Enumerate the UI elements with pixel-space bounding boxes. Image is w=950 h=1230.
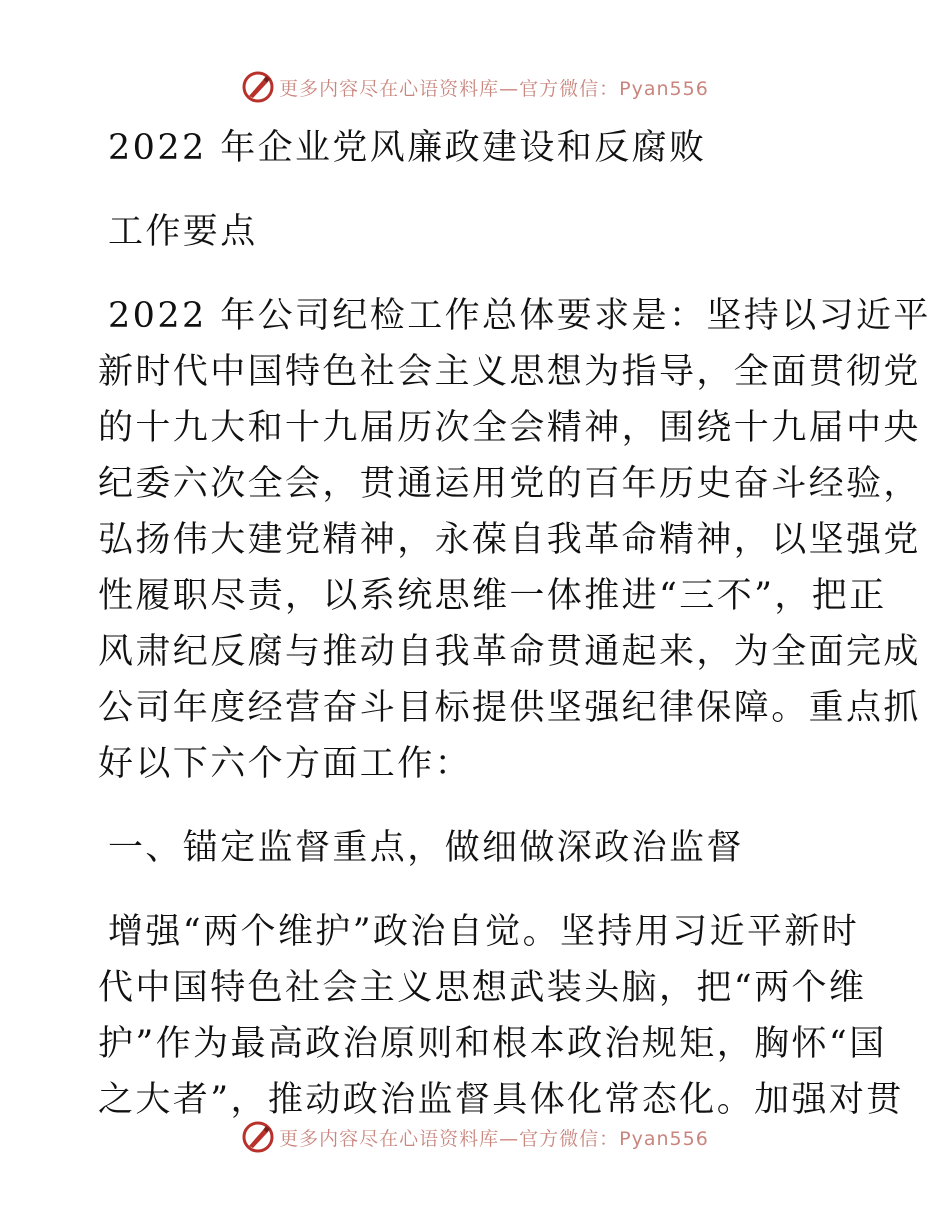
paragraph-line: 2022 年公司纪检工作总体要求是：坚持以习近平	[108, 296, 931, 336]
watermark-text: 更多内容尽在心语资料库—官方微信：Pyan556	[279, 1127, 709, 1150]
paragraph-line: 弘扬伟大建党精神，永葆自我革命精神，以坚强党	[98, 520, 921, 560]
pen-logo-icon	[241, 1120, 275, 1154]
paragraph-line: 之大者”，推动政治监督具体化常态化。加强对贯	[98, 1080, 904, 1120]
paragraph-line: 增强“两个维护”政治自觉。坚持用习近平新时	[108, 912, 860, 952]
section-heading: 一、锚定监督重点，做细做深政治监督	[108, 828, 744, 868]
paragraph-line: 好以下六个方面工作：	[98, 744, 473, 784]
footer-watermark	[0, 1120, 950, 1154]
paragraph-line: 代中国特色社会主义思想武装头脑，把“两个维	[98, 968, 867, 1008]
paragraph-line: 性履职尽责，以系统思维一体推进“三不”，把正	[98, 576, 887, 616]
paragraph-line: 护”作为最高政治原则和根本政治规矩，胸怀“国	[98, 1024, 887, 1064]
watermark-text: 更多内容尽在心语资料库—官方微信：Pyan556	[279, 77, 709, 100]
section-paragraph	[98, 904, 904, 1128]
document-title-line-1: 2022 年企业党风廉政建设和反腐败	[108, 128, 707, 168]
paragraph-line: 风肃纪反腐与推动自我革命贯通起来，为全面完成	[98, 632, 921, 672]
document-body	[98, 120, 931, 1128]
paragraph-line: 纪委六次全会，贯通运用党的百年历史奋斗经验，	[98, 464, 921, 504]
paragraph-line: 公司年度经营奋斗目标提供坚强纪律保障。重点抓	[98, 688, 921, 728]
paragraph-line: 新时代中国特色社会主义思想为指导，全面贯彻党	[98, 352, 921, 392]
pen-logo-icon	[241, 70, 275, 104]
paragraph-line: 的十九大和十九届历次全会精神，围绕十九届中央	[98, 408, 921, 448]
document-title-line-2: 工作要点	[108, 212, 258, 252]
header-watermark	[0, 70, 950, 104]
intro-paragraph	[98, 288, 931, 792]
